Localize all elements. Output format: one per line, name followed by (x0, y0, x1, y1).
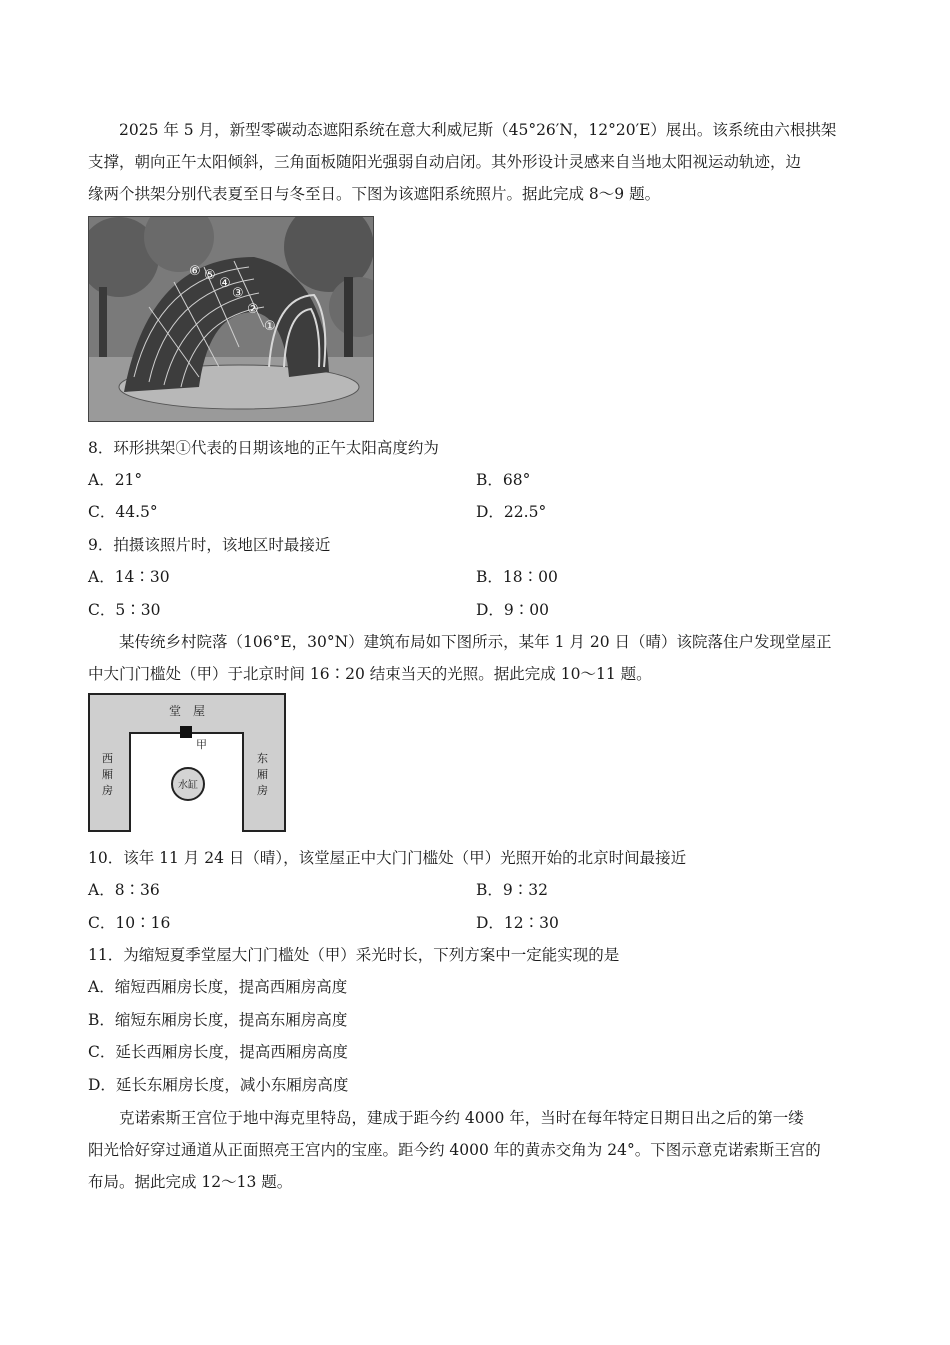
east-wing-label: 东厢房 (257, 752, 268, 797)
q9-option-c: C．5∶30 (88, 601, 161, 619)
passage3-line3: 布局。据此完成 12～13 题。 (88, 1173, 293, 1191)
point-jia-label: 甲 (196, 738, 207, 751)
arch-label-3: ③ (232, 286, 244, 301)
passage1-line2: 支撑，朝向正午太阳倾斜，三角面板随阳光强弱自动启闭。其外形设计灵感来自当地太阳视运动轨迹，边 (88, 153, 802, 171)
threshold-point-marker (180, 726, 192, 738)
passage3-line1: 克诺索斯王宫位于地中海克里特岛，建成于距今约 4000 年，当时在每年特定日期日出之后的第一缕 (119, 1109, 804, 1127)
arch-label-6: ⑥ (189, 264, 201, 279)
q8-stem: 8．环形拱架①代表的日期该地的正午太阳高度约为 (88, 439, 439, 457)
courtyard-diagram (88, 693, 286, 832)
q8-option-c: C．44.5° (88, 503, 158, 521)
arch-label-5: ⑤ (204, 268, 216, 283)
q9-option-d: D．9∶00 (476, 601, 550, 619)
q10-option-c: C．10∶16 (88, 914, 171, 932)
q8-option-d: D．22.5° (476, 503, 547, 521)
passage2-line1: 某传统乡村院落（106°E，30°N）建筑布局如下图所示，某年 1 月 20 日（晴）该院落住户发现堂屋正 (119, 633, 832, 651)
q11-option-a: A．缩短西厢房长度，提高西厢房高度 (88, 978, 348, 996)
q10-stem: 10．该年 11 月 24 日（晴），该堂屋正中大门门槛处（甲）光照开始的北京时间最接近 (88, 849, 687, 867)
passage1-line3: 缘两个拱架分别代表夏至日与冬至日。下图为该遮阳系统照片。据此完成 8～9 题。 (88, 185, 661, 203)
q9-option-b: B．18∶00 (476, 568, 558, 586)
q10-option-a: A．8∶36 (88, 881, 160, 899)
shade-system-illustration (89, 217, 373, 421)
passage2-line2: 中大门门槛处（甲）于北京时间 16∶20 结束当天的光照。据此完成 10～11 题。 (88, 665, 652, 683)
passage3-line2: 阳光恰好穿过通道从正面照亮王宫内的宝座。距今约 4000 年的黄赤交角为 24°。下图示意克诺索斯王宫的 (88, 1141, 821, 1159)
q11-option-c: C．延长西厢房长度，提高西厢房高度 (88, 1043, 348, 1061)
q10-option-b: B．9∶32 (476, 881, 548, 899)
q10-option-d: D．12∶30 (476, 914, 559, 932)
q11-option-d: D．延长东厢房长度，减小东厢房高度 (88, 1076, 349, 1094)
q9-stem: 9．拍摄该照片时，该地区时最接近 (88, 536, 331, 554)
shade-system-photo (88, 216, 374, 422)
q8-option-b: B．68° (476, 471, 531, 489)
arch-label-2: ② (247, 302, 259, 317)
q8-option-a: A．21° (88, 471, 143, 489)
arch-label-1: ① (264, 319, 276, 334)
passage1-line1: 2025 年 5 月，新型零碳动态遮阳系统在意大利威尼斯（45°26′N，12°20′E）展出。该系统由六根拱架 (119, 121, 837, 139)
main-hall-label: 堂 屋 (168, 704, 206, 718)
q11-option-b: B．缩短东厢房长度，提高东厢房高度 (88, 1011, 348, 1029)
west-wing-label: 西厢房 (102, 752, 113, 797)
q9-option-a: A．14∶30 (88, 568, 170, 586)
arch-label-4: ④ (219, 276, 231, 291)
water-vat-label: 水缸 (178, 780, 198, 791)
q11-stem: 11．为缩短夏季堂屋大门门槛处（甲）采光时长，下列方案中一定能实现的是 (88, 946, 620, 964)
